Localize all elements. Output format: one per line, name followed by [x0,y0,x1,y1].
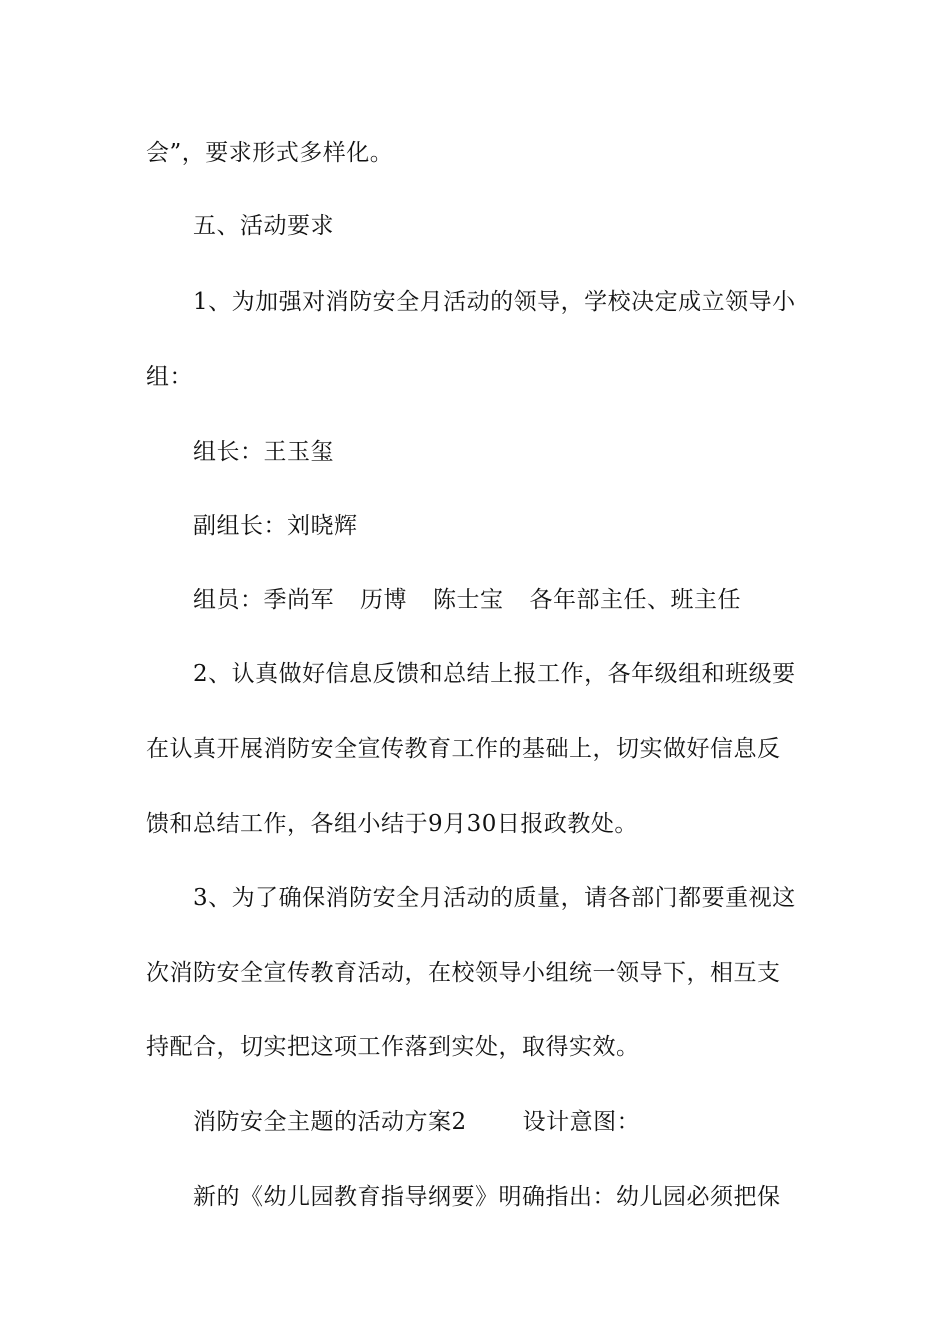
member-name: 陈士宝 [433,587,504,613]
member-name: 历博 [360,587,407,613]
requirement-3-line-1: 3、为了确保消防安全月活动的质量，请各部门都要重视这 [193,885,796,911]
group-members [193,585,873,615]
requirement-1-line-1: 1、为加强对消防安全月活动的领导，学校决定成立领导小 [193,289,796,315]
members-label: 组员：季尚军 [193,587,334,613]
deputy-group-leader: 副组长：刘晓辉 [193,513,358,539]
plan-title: 消防安全主题的活动方案2 [193,1109,467,1135]
requirement-2-line-3: 馈和总结工作，各组小结于9月30日报政教处。 [146,811,638,837]
requirement-2-line-1: 2、认真做好信息反馈和总结上报工作，各年级组和班级要 [193,661,796,687]
group-leader: 组长：王玉玺 [193,439,334,465]
paragraph-continuation: 会”，要求形式多样化。 [146,140,394,166]
requirement-2-line-2: 在认真开展消防安全宣传教育工作的基础上，切实做好信息反 [146,736,781,762]
section-heading: 五、活动要求 [193,213,334,239]
requirement-3-line-2: 次消防安全宣传教育活动，在校领导小组统一领导下，相互支 [146,960,781,986]
plan-title-line [193,1107,873,1137]
body-paragraph: 新的《幼儿园教育指导纲要》明确指出：幼儿园必须把保 [193,1184,781,1210]
member-name: 各年部主任、班主任 [529,587,741,613]
requirement-3-line-3: 持配合，切实把这项工作落到实处，取得实效。 [146,1034,640,1060]
requirement-1-line-2: 组： [146,364,193,390]
plan-subtitle: 设计意图： [522,1109,641,1135]
